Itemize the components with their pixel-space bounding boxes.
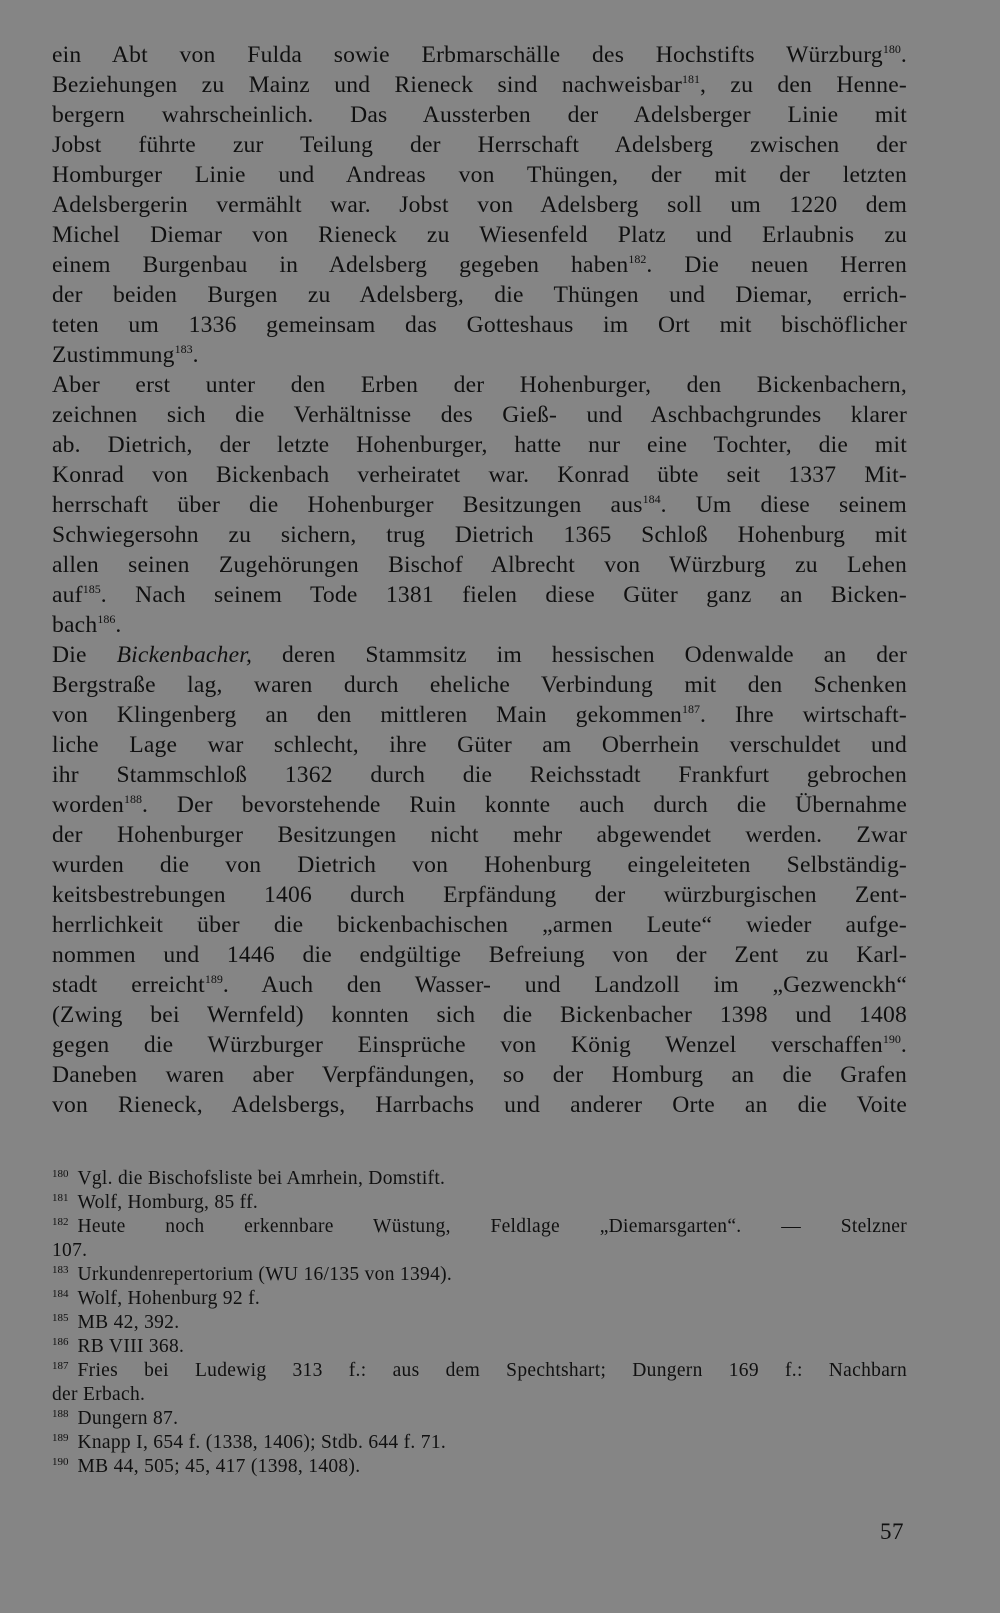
footnote <box>52 1455 907 1479</box>
footnote-number: 189 <box>52 1432 69 1444</box>
line-text: keitsbestrebungen 1406 durch Erpfändung der würzburgischen Zent- <box>52 882 907 908</box>
footnote-text: Heute noch erkennbare Wüstung, Feldlage „Diemarsgarten“. — Stelzner <box>77 1216 907 1237</box>
line-text: Die <box>52 642 117 668</box>
line-text: der Hohenburger Besitzungen nicht mehr abgewendet werden. Zwar <box>52 822 907 848</box>
footnote-line <box>52 1311 907 1335</box>
text-line <box>52 490 907 520</box>
footnote-ref: 181 <box>682 72 701 86</box>
footnote-text: 107. <box>52 1240 88 1261</box>
footnote-number: 187 <box>52 1360 69 1372</box>
text-line <box>52 190 907 220</box>
footnote-number: 190 <box>52 1456 69 1468</box>
line-text: bergern wahrscheinlich. Das Aussterben der Adelsberger Linie mit <box>52 102 907 128</box>
text-line <box>52 880 907 910</box>
footnote-line <box>52 1359 907 1383</box>
line-text: . Nach seinem Tode 1381 fielen diese Güter ganz an Bicken- <box>100 582 907 608</box>
footnote-text: Vgl. die Bischofsliste bei Amrhein, Domstift. <box>77 1168 446 1189</box>
footnote-ref: 185 <box>82 582 101 596</box>
line-text: . Die neuen Herren <box>646 252 907 278</box>
footnote <box>52 1287 907 1311</box>
text-line <box>52 700 907 730</box>
line-text: liche Lage war schlecht, ihre Güter am Oberrhein verschuldet und <box>52 732 907 758</box>
text-line <box>52 640 907 670</box>
footnote-number: 180 <box>52 1168 69 1180</box>
line-text: stadt erreicht <box>52 972 205 998</box>
footnote-text: RB VIII 368. <box>77 1336 185 1357</box>
line-text: zeichnen sich die Verhältnisse des Gieß- und Aschbachgrundes klarer <box>52 402 907 428</box>
text-line <box>52 250 907 280</box>
line-text: Daneben waren aber Verpfändungen, so der Homburg an die Grafen <box>52 1062 907 1088</box>
footnote <box>52 1215 907 1263</box>
text-line <box>52 1090 907 1120</box>
line-text: Jobst führte zur Teilung der Herrschaft Adelsberg zwischen der <box>52 132 907 158</box>
line-text: Aber erst unter den Erben der Hohenburger, den Bickenbachern, <box>52 372 907 398</box>
line-text: auf <box>52 582 83 608</box>
text-line <box>52 370 907 400</box>
text-line <box>52 100 907 130</box>
text-line <box>52 550 907 580</box>
footnote-line <box>52 1455 907 1479</box>
footnote <box>52 1311 907 1335</box>
footnote-text: Knapp I, 654 f. (1338, 1406); Stdb. 644 f. 71. <box>77 1432 447 1453</box>
text-line <box>52 1030 907 1060</box>
line-text: Michel Diemar von Rieneck zu Wiesenfeld Platz und Erlaubnis zu <box>52 222 907 248</box>
line-text: wurden die von Dietrich von Hohenburg eingeleiteten Selbständig- <box>52 852 907 878</box>
line-text: Beziehungen zu Mainz und Rieneck sind nachweisbar <box>52 72 683 98</box>
footnote <box>52 1431 907 1455</box>
footnote-text: Wolf, Hohenburg 92 f. <box>77 1288 261 1309</box>
footnote-number: 185 <box>52 1312 69 1324</box>
line-text: bach <box>52 612 98 638</box>
line-text: . Ihre wirtschaft- <box>700 702 907 728</box>
line-text: . <box>900 42 907 68</box>
footnote-ref: 186 <box>97 612 116 626</box>
main-text <box>52 40 907 1120</box>
footnote-number: 183 <box>52 1264 69 1276</box>
footnote-line <box>52 1407 907 1431</box>
footnote-ref: 187 <box>682 702 701 716</box>
footnote-ref: 189 <box>204 972 223 986</box>
footnote-ref: 182 <box>628 252 647 266</box>
line-text: . <box>900 1032 907 1058</box>
text-line <box>52 460 907 490</box>
text-line <box>52 610 907 640</box>
text-line <box>52 70 907 100</box>
footnote-ref: 180 <box>882 42 901 56</box>
line-text: . Auch den Wasser- und Landzoll im „Gezwenckh“ <box>222 972 907 998</box>
text-line <box>52 580 907 610</box>
footnote-line <box>52 1335 907 1359</box>
line-text: ein Abt von Fulda sowie Erbmarschälle des Hochstifts Würzburg <box>52 42 883 68</box>
footnote-number: 186 <box>52 1336 69 1348</box>
footnote-line <box>52 1431 907 1455</box>
text-line <box>52 790 907 820</box>
text-line <box>52 520 907 550</box>
footnote-number: 181 <box>52 1192 69 1204</box>
footnote-text: MB 42, 392. <box>77 1312 180 1333</box>
footnote <box>52 1191 907 1215</box>
footnote-text: Urkundenrepertorium (WU 16/135 von 1394). <box>77 1264 453 1285</box>
text-line <box>52 280 907 310</box>
footnote <box>52 1359 907 1407</box>
footnote-line <box>52 1167 907 1191</box>
text-line <box>52 970 907 1000</box>
text-line <box>52 40 907 70</box>
line-text: herrlichkeit über die bickenbachischen „armen Leute“ wieder aufge- <box>52 912 907 938</box>
footnote <box>52 1407 907 1431</box>
text-line <box>52 910 907 940</box>
footnote-ref: 188 <box>123 792 142 806</box>
footnote <box>52 1335 907 1359</box>
text-line <box>52 850 907 880</box>
footnote <box>52 1167 907 1191</box>
footnote-ref: 190 <box>882 1032 901 1046</box>
line-text: Zustimmung <box>52 342 175 368</box>
line-text: gegen die Würzburger Einsprüche von König Wenzel verschaffen <box>52 1032 883 1058</box>
text-line <box>52 1000 907 1030</box>
page-number: 57 <box>880 1519 904 1544</box>
footnote-line <box>52 1383 907 1407</box>
text-line <box>52 1060 907 1090</box>
line-text: (Zwing bei Wernfeld) konnten sich die Bickenbacher 1398 und 1408 <box>52 1002 907 1028</box>
line-text: allen seinen Zugehörungen Bischof Albrecht von Würzburg zu Lehen <box>52 552 907 578</box>
text-line <box>52 940 907 970</box>
line-text: ab. Dietrich, der letzte Hohenburger, hatte nur eine Tochter, die mit <box>52 432 907 458</box>
footnote-text: Dungern 87. <box>77 1408 179 1429</box>
footnote-line <box>52 1287 907 1311</box>
line-text: . <box>115 612 122 638</box>
line-text: einem Burgenbau in Adelsberg gegeben haben <box>52 252 629 278</box>
line-text: der beiden Burgen zu Adelsberg, die Thüngen und Diemar, errich- <box>52 282 907 308</box>
text-line <box>52 430 907 460</box>
text-line <box>52 820 907 850</box>
footnotes <box>52 1167 907 1479</box>
footnote-text: MB 44, 505; 45, 417 (1398, 1408). <box>77 1456 361 1477</box>
paragraph-2 <box>52 370 907 640</box>
line-text: von Klingenberg an den mittleren Main gekommen <box>52 702 683 728</box>
footnote-text: der Erbach. <box>52 1384 146 1405</box>
line-text: , zu den Henne- <box>700 72 907 98</box>
footnote-number: 188 <box>52 1408 69 1420</box>
line-text: Bergstraße lag, waren durch eheliche Verbindung mit den Schenken <box>52 672 907 698</box>
text-line <box>52 340 907 370</box>
text-line <box>52 730 907 760</box>
line-text: nommen und 1446 die endgültige Befreiung von der Zent zu Karl- <box>52 942 907 968</box>
text-line <box>52 400 907 430</box>
text-line <box>52 220 907 250</box>
text-line <box>52 160 907 190</box>
text-line <box>52 760 907 790</box>
footnote-number: 182 <box>52 1216 69 1228</box>
line-text: worden <box>52 792 124 818</box>
line-text: . Um diese seinem <box>660 492 907 518</box>
footnote-number: 184 <box>52 1288 69 1300</box>
line-text: teten um 1336 gemeinsam das Gotteshaus im Ort mit bischöflicher <box>52 312 907 338</box>
footnote-text: Fries bei Ludewig 313 f.: aus dem Spechtshart; Dungern 169 f.: Nachbarn <box>77 1360 907 1381</box>
footnote-line <box>52 1215 907 1239</box>
text-line <box>52 310 907 340</box>
paragraph-3 <box>52 640 907 1120</box>
line-text: von Rieneck, Adelsbergs, Harrbachs und anderer Orte an die Voite <box>52 1092 907 1118</box>
text-line <box>52 130 907 160</box>
line-text: Adelsbergerin vermählt war. Jobst von Adelsberg soll um 1220 dem <box>52 192 907 218</box>
line-text: . Der bevorstehende Ruin konnte auch durch die Übernahme <box>141 792 907 818</box>
line-text: Homburger Linie und Andreas von Thüngen, der mit der letzten <box>52 162 907 188</box>
line-text: Konrad von Bickenbach verheiratet war. Konrad übte seit 1337 Mit- <box>52 462 907 488</box>
footnote <box>52 1263 907 1287</box>
text-line <box>52 670 907 700</box>
footnote-ref: 184 <box>642 492 661 506</box>
footnote-line <box>52 1191 907 1215</box>
footnote-ref: 183 <box>174 342 193 356</box>
line-text: deren Stammsitz im hessischen Odenwalde an der <box>252 642 908 668</box>
line-text: herrschaft über die Hohenburger Besitzungen aus <box>52 492 643 518</box>
paragraph-1 <box>52 40 907 370</box>
footnote-line <box>52 1239 907 1263</box>
footnote-text: Wolf, Homburg, 85 ff. <box>77 1192 259 1213</box>
line-text: . <box>192 342 199 368</box>
line-text: ihr Stammschloß 1362 durch die Reichsstadt Frankfurt gebrochen <box>52 762 907 788</box>
line-text: Schwiegersohn zu sichern, trug Dietrich 1365 Schloß Hohenburg mit <box>52 522 907 548</box>
italic-term: Bickenbacher, <box>116 642 253 668</box>
footnote-line <box>52 1263 907 1287</box>
